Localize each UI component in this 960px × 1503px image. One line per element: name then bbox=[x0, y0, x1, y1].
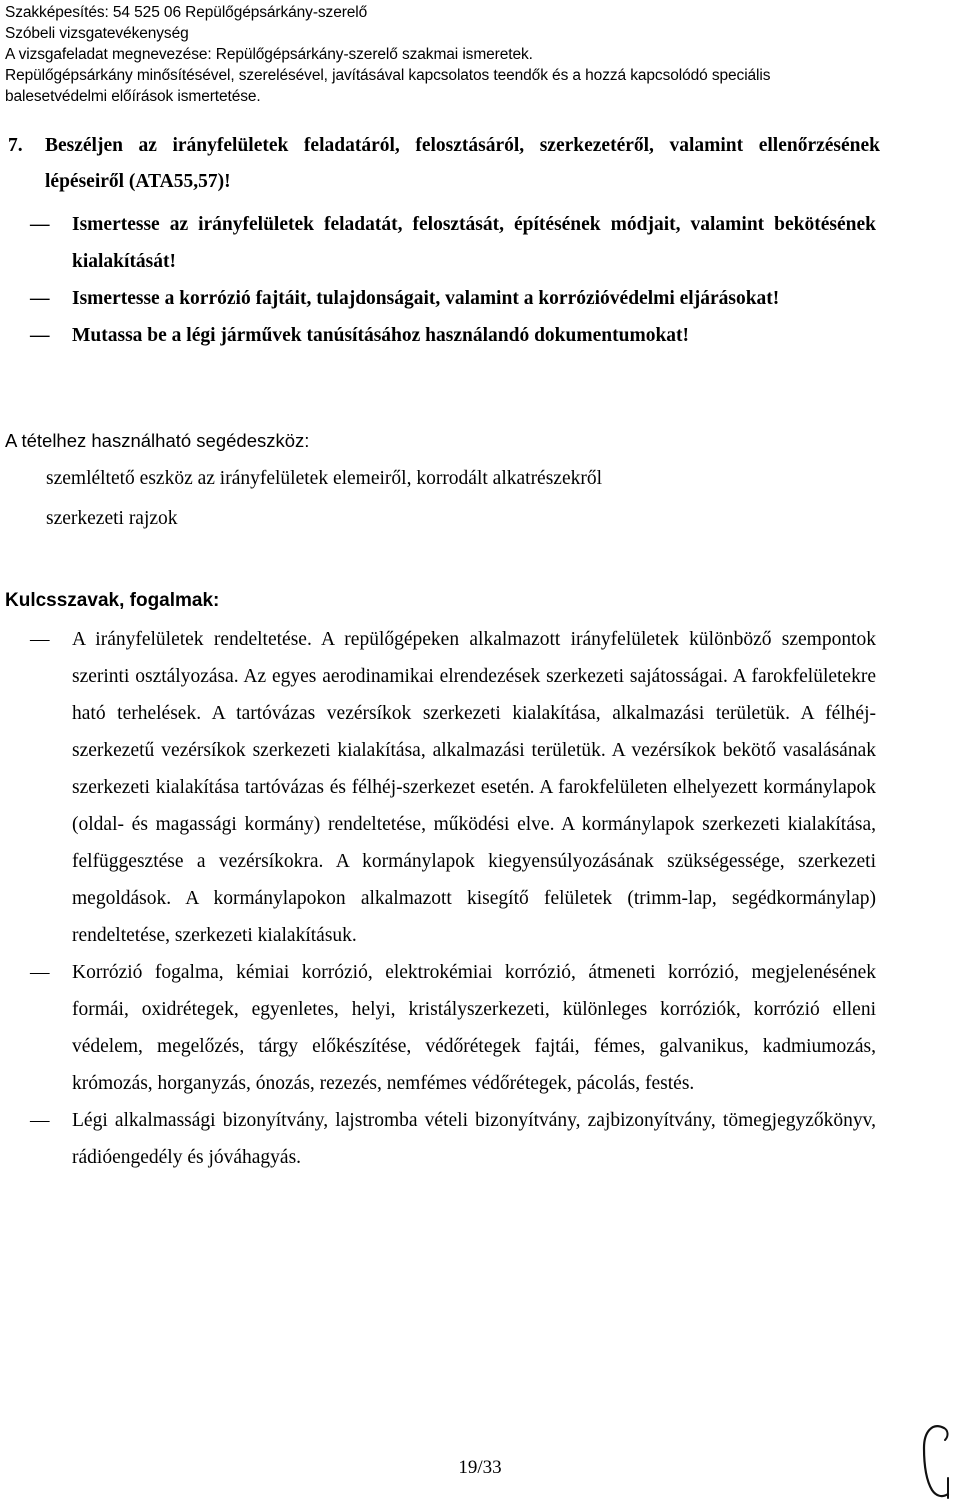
page-number: 19/33 bbox=[458, 1457, 502, 1478]
dash-bullet: — bbox=[30, 962, 50, 983]
keyword-item bbox=[30, 621, 876, 954]
question-block bbox=[8, 128, 880, 200]
task-item bbox=[30, 317, 876, 354]
header-line-description-2: balesetvédelmi előírások ismertetése. bbox=[5, 88, 261, 105]
keyword-list bbox=[30, 621, 876, 1176]
keyword-item bbox=[30, 954, 876, 1102]
task-list bbox=[30, 206, 876, 354]
keyword-text: Korrózió fogalma, kémiai korrózió, elektrokémiai korrózió, átmeneti korrózió, megjelenésének formái, oxidrétegek, egyenletes, helyi, kristályszerkezeti, különleges korróziók, korrózió elleni védelem, megelőzés, tárgy előkészítése, védőrétegek fajtái, fémes, galvanikus, kadmiumozás, krómozás, horganyzás, ónozás, rezezés, nemfémes védőrétegek, pácolás, festés. bbox=[72, 962, 876, 1094]
keyword-text: Légi alkalmassági bizonyítvány, lajstromba vételi bizonyítvány, zajbizonyítvány, tömegjegyzőkönyv, rádióengedély és jóváhagyás. bbox=[72, 1110, 876, 1168]
task-text: Ismertesse az irányfelületek feladatát, felosztását, építésének módjait, valamint bekötésének kialakítását! bbox=[72, 214, 876, 272]
question-text: Beszéljen az irányfelületek feladatáról, felosztásáról, szerkezetéről, valamint ellenőrzésének lépéseiről (ATA55,57)! bbox=[45, 135, 880, 192]
dash-bullet: — bbox=[30, 629, 50, 650]
tool-item: szemléltető eszköz az irányfelületek elemeiről, korrodált alkatrészekről bbox=[46, 468, 603, 489]
task-text: Mutassa be a légi járművek tanúsításához használandó dokumentumokat! bbox=[72, 325, 690, 346]
document-header bbox=[5, 2, 955, 107]
dash-bullet: — bbox=[30, 325, 50, 346]
signature-mark bbox=[918, 1418, 958, 1500]
tool-item: szerkezeti rajzok bbox=[46, 508, 178, 529]
header-line-qualification: Szakképesítés: 54 525 06 Repülőgépsárkány-szerelő bbox=[5, 4, 368, 21]
keywords-heading: Kulcsszavak, fogalmak: bbox=[5, 590, 220, 611]
dash-bullet: — bbox=[30, 214, 50, 235]
task-item bbox=[30, 280, 876, 317]
dash-bullet: — bbox=[30, 288, 50, 309]
task-text: Ismertesse a korrózió fajtáit, tulajdonságait, valamint a korrózióvédelmi eljárásokat! bbox=[72, 288, 780, 309]
keyword-text: A irányfelületek rendeltetése. A repülőgépeken alkalmazott irányfelületek különböző szempontok szerinti osztályozása. Az egyes aerodinamikai elrendezések szerkezeti sajátosságai. A farokfelületekre ható terhelések. A tartóvázas vezérsíkok szerkezeti kialakítása, alkalmazási területük. A félhéj-szerkezetű vezérsíkok szerkezeti kialakítása, alkalmazási területük. A vezérsíkok bekötő vasalásának szerkezeti kialakítása tartóvázas és félhéj-szerkezet esetén. A farokfelületen elhelyezett kormánylapok (oldal- és magassági kormány) rendeltetése, működési elve. A kormánylapok szerkezeti kialakítása, felfüggesztése a vezérsíkokra. A kormánylapok kiegyensúlyozásának szükségessége, szerkezeti megoldások. A kormánylapokon alkalmazott kisegítő felületek (trimm-lap, segédkormánylap) rendeltetése, szerkezeti kialakításuk. bbox=[72, 629, 876, 946]
header-line-activity: Szóbeli vizsgatevékenység bbox=[5, 25, 189, 42]
header-line-description-1: Repülőgépsárkány minősítésével, szerelésével, javításával kapcsolatos teendők és a hozzá kapcsolódó speciális bbox=[5, 67, 771, 84]
header-line-task-name: A vizsgafeladat megnevezése: Repülőgépsárkány-szerelő szakmai ismeretek. bbox=[5, 46, 533, 63]
tools-label: A tételhez használható segédeszköz: bbox=[5, 430, 310, 451]
dash-bullet: — bbox=[30, 1110, 50, 1131]
question-number: 7. bbox=[8, 135, 23, 156]
keyword-item bbox=[30, 1102, 876, 1176]
task-item bbox=[30, 206, 876, 280]
